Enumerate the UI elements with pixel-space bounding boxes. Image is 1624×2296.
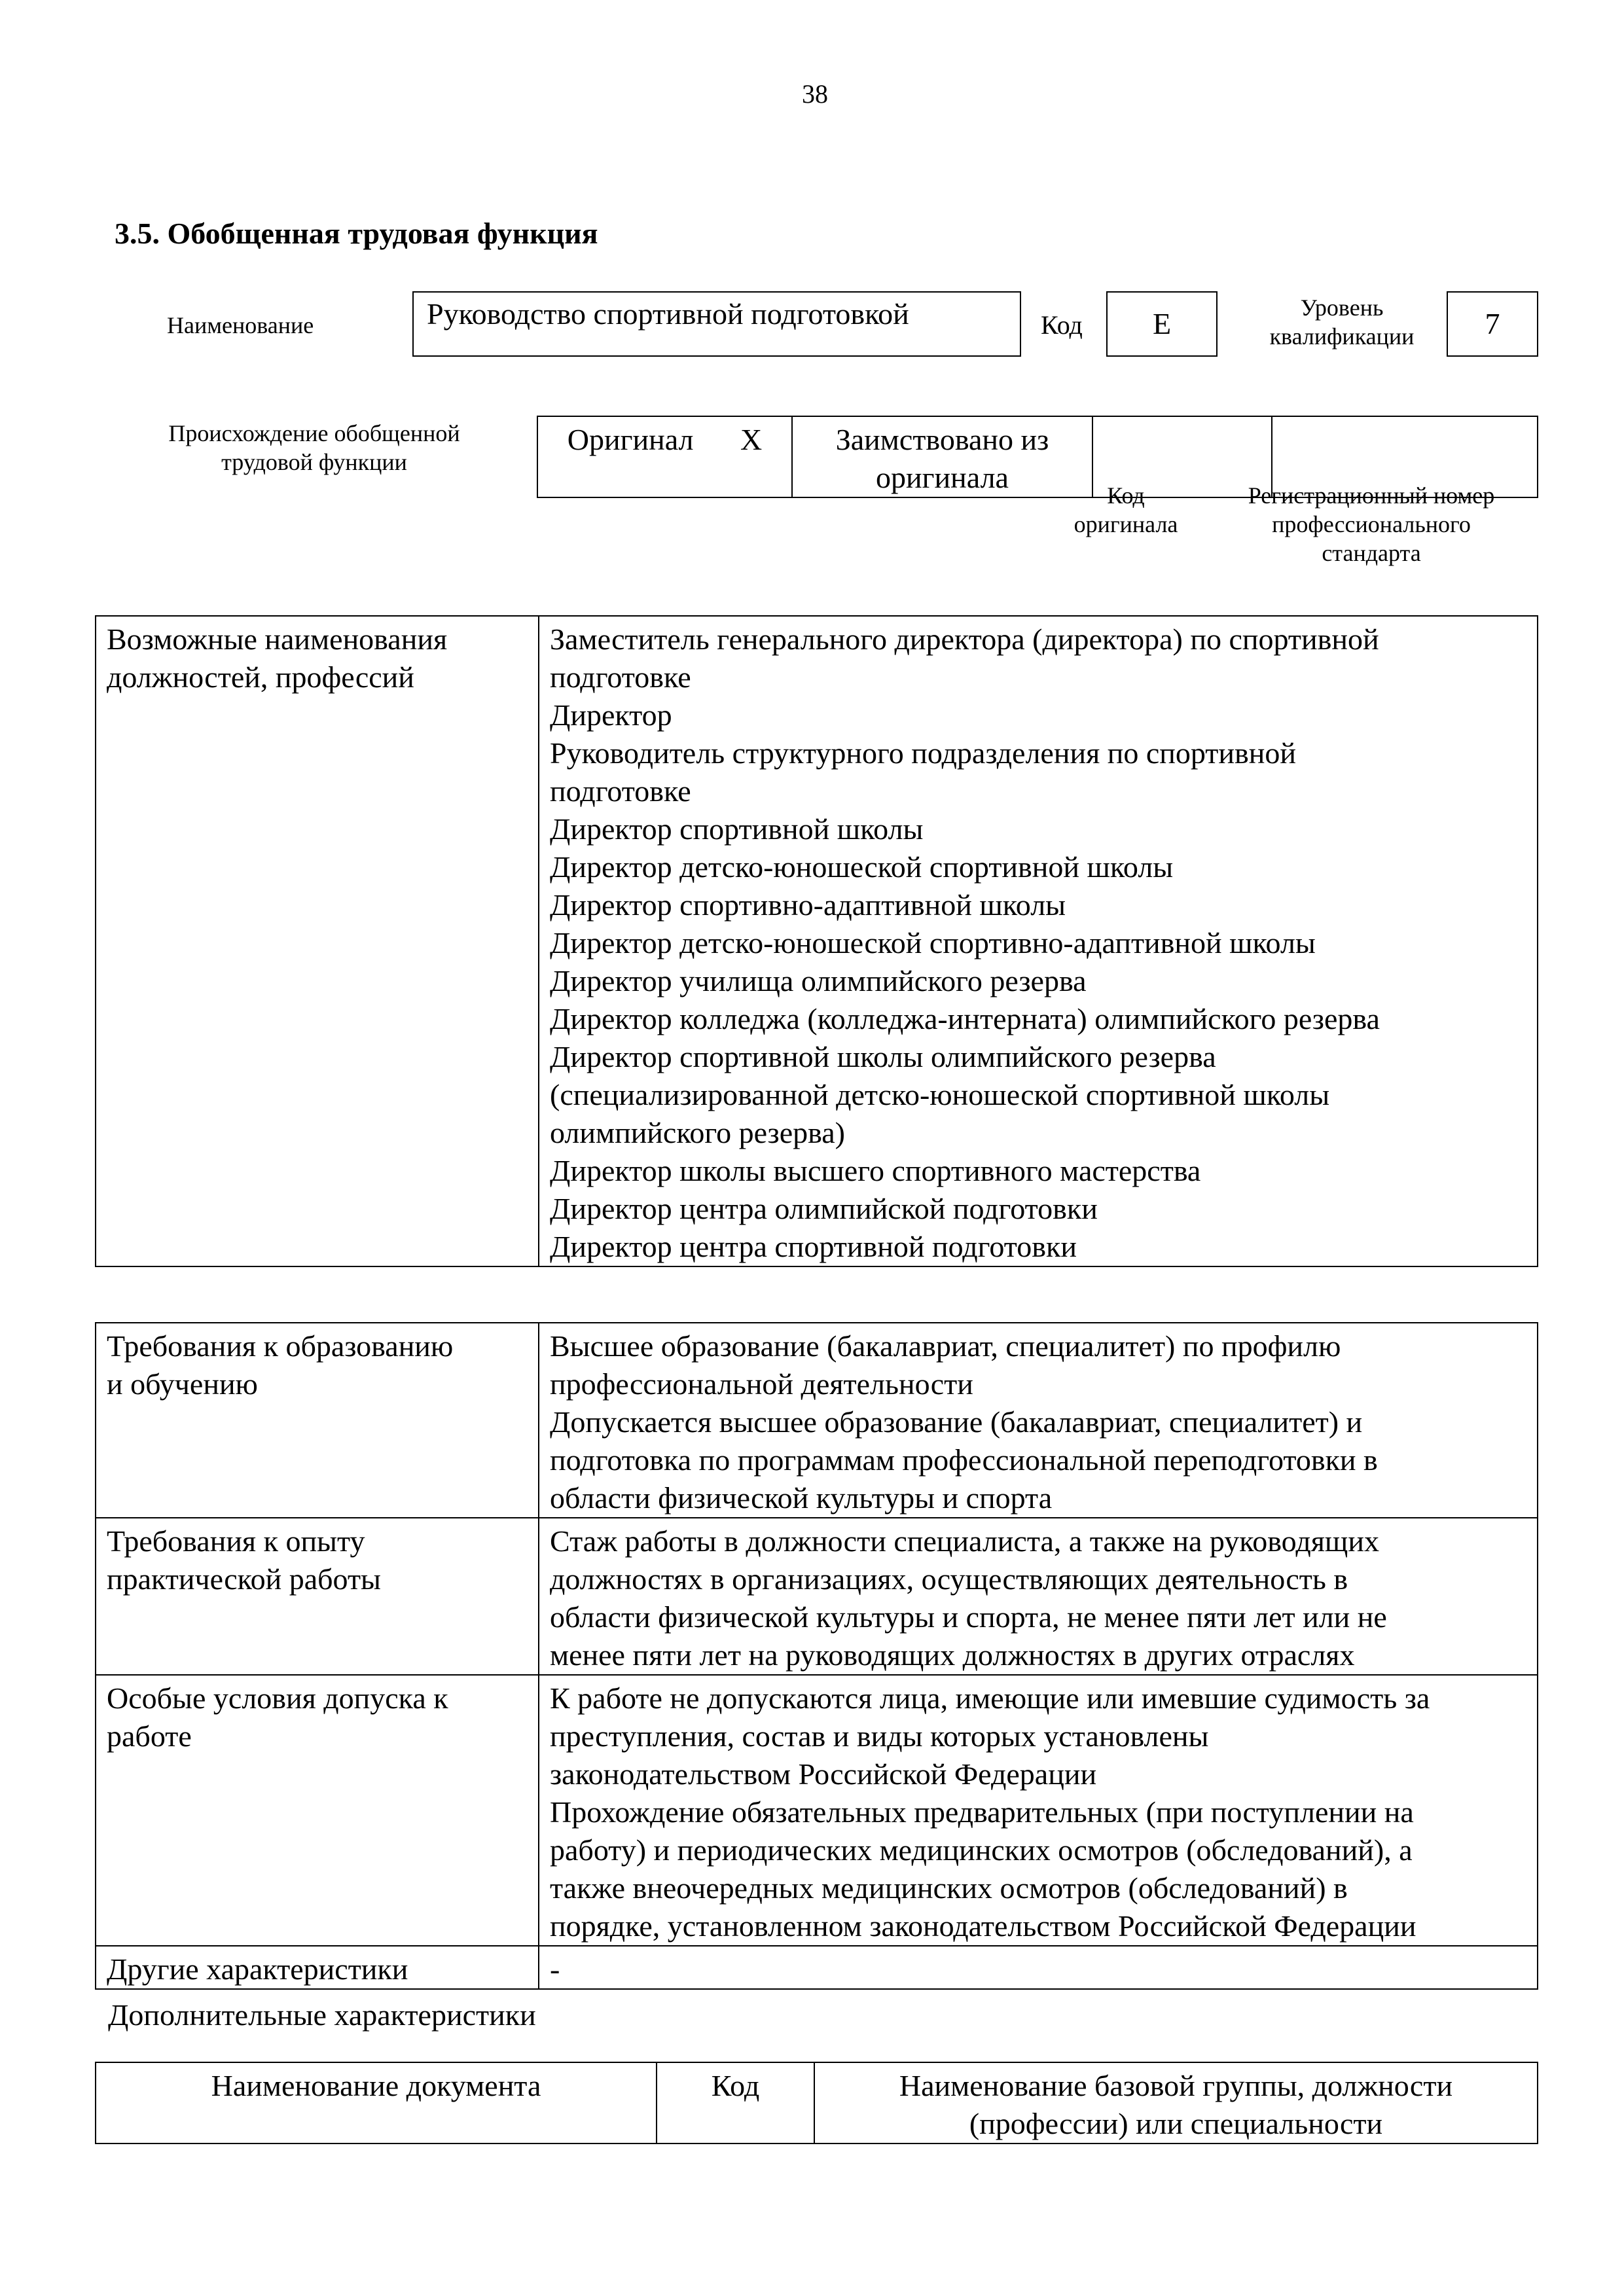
requirement-value-line: - [550, 1952, 560, 1986]
positions-label-line: Возможные наименования [107, 622, 448, 656]
requirement-label-line: Требования к опыту [107, 1524, 365, 1558]
requirement-value-line: Высшее образование (бакалавриат, специалитет) по профилю [550, 1329, 1341, 1363]
requirement-label-line: и обучению [107, 1367, 258, 1401]
positions-label-line: должностей, профессий [107, 660, 414, 694]
requirement-value-line: менее пяти лет на руководящих должностях в других отраслях [550, 1638, 1355, 1672]
origin-label-line: Происхождение обобщенной [168, 420, 460, 446]
requirement-row-education [96, 1323, 1538, 1518]
requirement-value-line: К работе не допускаются лица, имеющие или имевшие судимость за [550, 1681, 1430, 1715]
origin-label [128, 419, 501, 476]
original-mark: X [740, 423, 763, 456]
qualification-level-field: 7 [1447, 291, 1538, 357]
position-line: Заместитель генерального директора (директора) по спортивной [550, 622, 1379, 656]
borrowed-label-line: оригинала [876, 461, 1009, 494]
requirement-value-line: Прохождение обязательных предварительных (при поступлении на [550, 1795, 1414, 1829]
position-line: Директор центра олимпийской подготовки [550, 1192, 1098, 1225]
positions-list-cell [539, 616, 1538, 1266]
borrowed-label-line: Заимствовано из [835, 423, 1049, 456]
requirement-value-line: работу) и периодических медицинских осмотров (обследований), а [550, 1833, 1413, 1867]
requirement-value-line: порядке, установленном законодательством Российской Федерации [550, 1909, 1416, 1943]
requirement-label-line: Особые условия допуска к [107, 1681, 448, 1715]
original-cell [537, 416, 792, 497]
original-label: Оригинал [567, 423, 694, 456]
requirement-value-line: подготовка по программам профессиональной переподготовки в [550, 1443, 1378, 1477]
requirement-row-admission [96, 1675, 1538, 1946]
position-line: Директор детско-юношеской спортивно-адаптивной школы [550, 926, 1316, 960]
naming-label: Наименование [167, 312, 314, 338]
caption-line: профессионального [1272, 511, 1471, 537]
position-line: Директор [550, 698, 672, 732]
level-label-line: Уровень [1300, 295, 1384, 321]
requirement-label [96, 1323, 539, 1518]
additional-table [95, 2062, 1538, 2144]
position-line: Директор спортивной школы олимпийского резерва [550, 1040, 1216, 1073]
requirement-label-line: работе [107, 1719, 192, 1753]
requirement-value-line: законодательством Российской Федерации [550, 1757, 1097, 1791]
requirement-value-line: также внеочередных медицинских осмотров (обследований) в [550, 1871, 1348, 1905]
header-document-name: Наименование документа [96, 2062, 657, 2144]
caption-line: Код [1107, 482, 1145, 509]
position-line: подготовке [550, 774, 691, 808]
requirement-label-line: практической работы [107, 1562, 381, 1596]
requirement-value [539, 1323, 1538, 1518]
requirements-table [95, 1322, 1538, 1990]
registration-number-caption [1198, 481, 1545, 567]
original-code-caption [1047, 481, 1204, 539]
requirement-value-line: должностях в организациях, осуществляющих деятельность в [550, 1562, 1348, 1596]
requirement-value [539, 1675, 1538, 1946]
position-line: Директор школы высшего спортивного мастерства [550, 1154, 1201, 1187]
additional-title: Дополнительные характеристики [108, 1998, 536, 2032]
position-line: (специализированной детско-юношеской спортивной школы [550, 1078, 1330, 1111]
qualification-level-label [1247, 293, 1437, 351]
requirement-row-other [96, 1946, 1538, 1989]
requirement-label-line: Другие характеристики [107, 1952, 408, 1986]
page-number: 38 [802, 79, 828, 109]
caption-line: Регистрационный номер [1248, 482, 1495, 509]
header-base-group [814, 2062, 1538, 2144]
position-line: Руководитель структурного подразделения по спортивной [550, 736, 1296, 770]
positions-label-cell [96, 616, 539, 1266]
code-value-field: E [1106, 291, 1218, 357]
caption-line: оригинала [1074, 511, 1178, 537]
position-line: олимпийского резерва) [550, 1116, 845, 1149]
requirement-label [96, 1946, 539, 1989]
requirement-value [539, 1518, 1538, 1675]
positions-table [95, 615, 1538, 1267]
requirement-value [539, 1946, 1538, 1989]
requirement-value-line: профессиональной деятельности [550, 1367, 973, 1401]
header-code: Код [657, 2062, 814, 2144]
header-line: Наименование базовой группы, должности [899, 2069, 1453, 2102]
position-line: Директор спортивно-адаптивной школы [550, 888, 1066, 922]
requirement-label [96, 1675, 539, 1946]
requirement-label [96, 1518, 539, 1675]
position-line: Директор спортивной школы [550, 812, 924, 846]
function-name-field: Руководство спортивной подготовкой [412, 291, 1021, 357]
section-heading: 3.5. Обобщенная трудовая функция [115, 217, 598, 250]
code-label: Код [1041, 310, 1083, 340]
position-line: Директор колледжа (колледжа-интерната) олимпийского резерва [550, 1002, 1380, 1035]
level-label-line: квалификации [1269, 323, 1415, 350]
position-line: Директор центра спортивной подготовки [550, 1230, 1077, 1263]
position-line: Директор детско-юношеской спортивной школы [550, 850, 1174, 884]
header-line: (профессии) или специальности [969, 2107, 1383, 2140]
origin-label-line: трудовой функции [221, 449, 407, 475]
requirement-value-line: преступления, состав и виды которых установлены [550, 1719, 1209, 1753]
additional-header-row [96, 2062, 1538, 2144]
position-line: Директор училища олимпийского резерва [550, 964, 1087, 997]
caption-line: стандарта [1322, 540, 1421, 566]
position-line: подготовке [550, 660, 691, 694]
requirement-row-experience [96, 1518, 1538, 1675]
requirement-value-line: Допускается высшее образование (бакалавриат, специалитет) и [550, 1405, 1363, 1439]
requirement-value-line: Стаж работы в должности специалиста, а также на руководящих [550, 1524, 1379, 1558]
requirement-value-line: области физической культуры и спорта [550, 1481, 1053, 1515]
positions-row [96, 616, 1538, 1266]
requirement-label-line: Требования к образованию [107, 1329, 454, 1363]
requirement-value-line: области физической культуры и спорта, не менее пяти лет или не [550, 1600, 1387, 1634]
